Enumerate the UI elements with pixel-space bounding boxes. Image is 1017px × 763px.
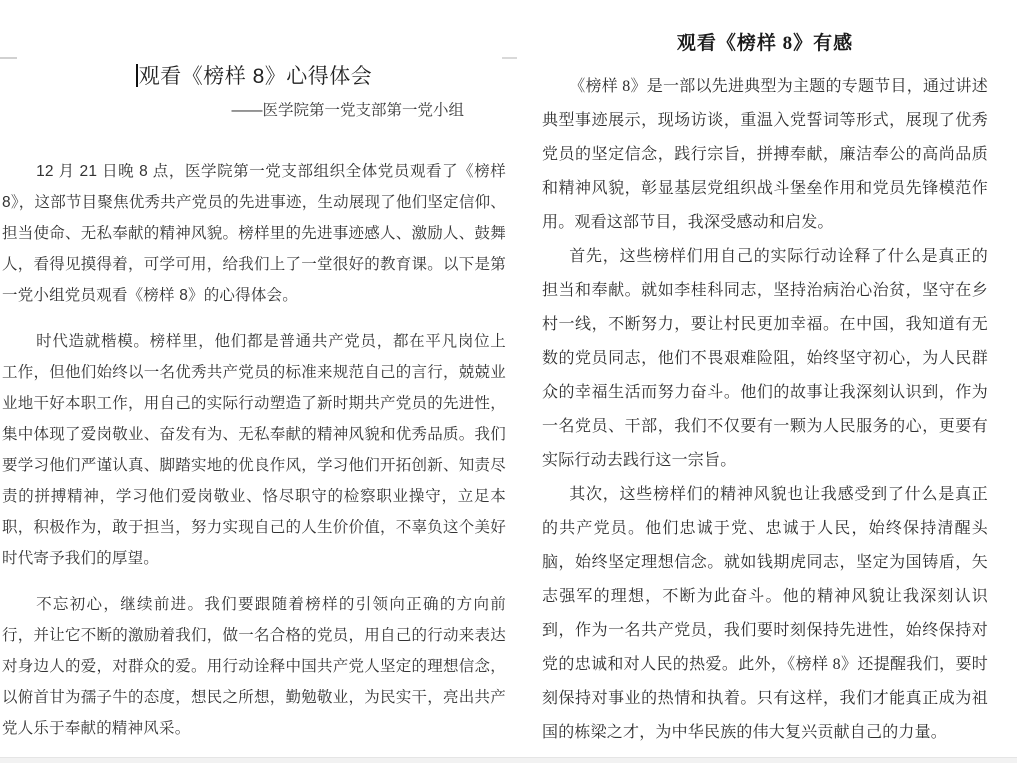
window-edge-strip bbox=[0, 757, 1017, 763]
document-page-right[interactable] bbox=[509, 0, 1017, 757]
body-paragraph: 《榜样 8》是一部以先进典型为主题的专题节目，通过讲述典型事迹展示，现场访谈，重温入党誓词等形式，展现了优秀党员的坚定信念，践行宗旨，拼搏奉献，廉洁奉公的高尚品质和精神风貌，彰显基层党组织战斗堡垒作用和党员先锋模范作用。观看这部节目，我深受感动和启发。 bbox=[542, 78, 988, 231]
left-document-title-text: 观看《榜样 8》心得体会 bbox=[138, 65, 373, 88]
left-document-title bbox=[2, 62, 506, 92]
body-paragraph: 时代造就楷模。榜样里，他们都是普通共产党员，都在平凡岗位上工作，但他们始终以一名优秀共产党员的标准来规范自己的言行，兢兢业业地干好本职工作，用自己的实际行动塑造了新时期共产党员的先进性，集中体现了爱岗敬业、奋发有为、无私奉献的精神风貌和优秀品质。我们要学习他们严谨认真、脚踏实地的优良作风，学习他们开拓创新、知责尽责的拼搏精神，学习他们爱岗敬业、恪尽职守的检察职业操守，立足本职，积极作为，敢于担当，努力实现自己的人生价价值，不辜负这个美好时代寄予我们的厚望。 bbox=[2, 333, 506, 567]
body-paragraph: 首先，这些榜样们用自己的实际行动诠释了什么是真正的担当和奉献。就如李桂科同志，坚持治病治心治贫，坚守在乡村一线，不断努力，要让村民更加幸福。在中国，我知道有无数的党员同志，他们不畏艰难险阻，始终坚守初心，为人民群众的幸福生活而努力奋斗。他们的故事让我深刻认识到，作为一名党员、干部，我们不仅要有一颗为人民服务的心，更要有实际行动去践行这一宗旨。 bbox=[542, 248, 988, 469]
page-margin-mark bbox=[502, 57, 517, 59]
right-document-body bbox=[542, 70, 988, 750]
right-text-area[interactable] bbox=[542, 30, 988, 750]
right-document-title: 观看《榜样 8》有感 bbox=[676, 33, 854, 54]
document-page-left[interactable] bbox=[0, 0, 508, 757]
left-document-body bbox=[2, 156, 506, 744]
body-paragraph: 其次，这些榜样们的精神风貌也让我感受到了什么是真正的共产党员。他们忠诚于党、忠诚于人民，始终保持清醒头脑，始终坚定理想信念。就如钱期虎同志，坚定为国铸盾，矢志强军的理想，不断为此奋斗。他的精神风貌让我深刻认识到，作为一名共产党员，我们要时刻保持先进性，始终保持对党的忠诚和对人民的热爱。此外，《榜样 8》还提醒我们，要时刻保持对事业的热情和执着。只有这样，我们才能真正成为祖国的栋梁之才，为中华民族的伟大复兴贡献自己的力量。 bbox=[542, 486, 988, 741]
left-document-byline: ——医学院第一党支部第一党小组 bbox=[231, 102, 464, 119]
page-margin-mark bbox=[0, 57, 17, 59]
text-cursor bbox=[136, 64, 138, 87]
left-text-area[interactable] bbox=[2, 62, 506, 759]
body-paragraph: 不忘初心，继续前进。我们要跟随着榜样的引领向正确的方向前行，并让它不断的激励着我们，做一名合格的党员，用自己的行动来表达对身边人的爱，对群众的爱。用行动诠释中国共产党人坚定的理想信念，以俯首甘为孺子牛的态度，想民之所想，勤勉敬业，为民实干，亮出共产党人乐于奉献的精神风采。 bbox=[2, 596, 506, 737]
body-paragraph: 12 月 21 日晚 8 点，医学院第一党支部组织全体党员观看了《榜样 8》，这部节目聚焦优秀共产党员的先进事迹，生动展现了他们坚定信仰、担当使命、无私奉献的精神风貌。榜样里的先进事迹感人、激励人、鼓舞人，看得见摸得着，可学可用，给我们上了一堂很好的教育课。以下是第一党小组党员观看《榜样 8》的心得体会。 bbox=[2, 163, 506, 304]
